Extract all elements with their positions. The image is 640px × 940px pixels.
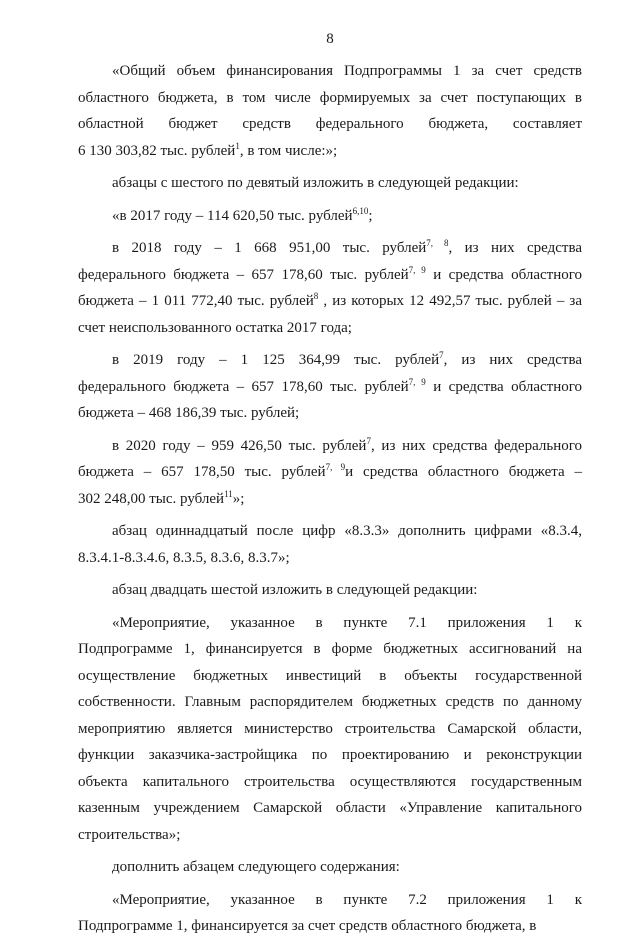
text-line [78,822,582,849]
text-line [78,58,582,85]
line-text: «Общий объем финансирования Подпрограммы 1 за счет средств [112,63,582,79]
text-line [78,262,582,289]
line-text: 6 130 303,82 тыс. рублей [78,142,236,159]
text-line [78,769,582,796]
paragraph-p4 [78,235,582,341]
footnote-ref: 11 [224,488,233,499]
text-line [78,459,582,486]
paragraph-p3 [78,203,582,230]
line-text: абзацы с шестого по девятый изложить в следующей редакции: [112,175,519,191]
footnote-ref: 7, 9 [408,376,426,387]
text-line [78,887,582,914]
text-line [78,663,582,690]
document-body [78,58,582,940]
paragraph-p11 [78,887,582,940]
text-line [78,433,582,460]
paragraph-p5 [78,347,582,427]
line-text: в 2020 году – 959 426,50 тыс. рублей [112,437,367,454]
line-text: Подпрограмме 1, финансируется в форме бюджетных ассигнований на [78,641,582,657]
line-text: в 2019 году – 1 125 364,99 тыс. рублей [112,352,440,368]
text-line [78,486,582,513]
text-line [78,636,582,663]
line-text: «Мероприятие, указанное в пункте 7.1 приложения 1 к [112,614,582,631]
footnote-ref: 7, 8 [426,238,449,248]
line-text-after: , из них средства [443,352,582,368]
text-line [78,374,582,401]
line-text: бюджета – 657 178,50 тыс. рублей [78,464,326,480]
line-text: абзац двадцать шестой изложить в следующей редакции: [112,582,478,598]
line-text: дополнить абзацем следующего содержания: [112,859,400,875]
line-text: собственности. Главным распорядителем бюджетных средств по данному [78,694,582,710]
text-line [78,577,582,604]
footnote-ref: 7, 9 [325,462,346,472]
text-line [78,742,582,769]
line-text-after: и средства областного [425,378,583,395]
paragraph-p1 [78,58,582,164]
text-line [78,203,582,230]
line-text: федерального бюджета – 657 178,60 тыс. рублей [78,266,409,283]
text-line [78,235,582,262]
footnote-ref: 7, 9 [408,264,426,275]
text-line [78,795,582,822]
line-text: бюджета – 468 186,39 тыс. рублей; [78,405,300,421]
line-text-after: »; [232,490,245,507]
paragraph-p6 [78,433,582,513]
line-text-after: ; [368,207,373,224]
text-line [78,610,582,637]
paragraph-p10 [78,854,582,881]
line-text: областного бюджета, в том числе формируемых за счет поступающих в [78,89,582,106]
footnote-ref: 8 [313,291,319,301]
line-text: областной бюджет средств федерального бюджета, составляет [78,116,582,132]
line-text: осуществление бюджетных инвестиций в объекты государственной [78,667,582,684]
text-line [78,111,582,138]
line-text: счет неиспользованного остатка 2017 года; [78,319,352,336]
line-text: строительства»; [78,826,181,843]
footnote-ref: 1 [235,140,240,151]
text-line [78,347,582,374]
text-line [78,716,582,743]
line-text: 8.3.4.1-8.3.4.6, 8.3.5, 8.3.6, 8.3.7»; [78,549,290,566]
line-text: мероприятию является министерство строительства Самарской области, [78,720,582,737]
paragraph-p2 [78,170,582,197]
line-text: 302 248,00 тыс. рублей [78,490,225,507]
footnote-ref: 7 [366,435,371,446]
text-line [78,138,582,165]
text-line [78,689,582,716]
line-text: казенным учреждением Самарской области «Управление капитального [78,800,582,816]
line-text-after: , из них средства федерального [370,437,582,454]
line-text: в 2018 году – 1 668 951,00 тыс. рублей [112,240,427,256]
text-line [78,170,582,197]
text-line [78,913,582,940]
text-line [78,854,582,881]
paragraph-p8 [78,577,582,604]
footnote-ref: 6,10 [352,205,369,216]
line-text: бюджета – 1 011 772,40 тыс. рублей [78,293,314,309]
line-text: федерального бюджета – 657 178,60 тыс. рублей [78,378,409,395]
line-text: «Мероприятие, указанное в пункте 7.2 приложения 1 к [112,891,582,908]
line-text-after: , из которых 12 492,57 тыс. рублей – за [318,293,582,309]
line-text-after: и средства областного бюджета – [345,464,582,480]
line-text: объекта капитального строительства осуществляются государственным [78,773,582,790]
page-number: 8 [326,31,334,47]
line-text-after: , в том числе:»; [239,142,338,159]
paragraph-p7 [78,518,582,571]
text-line [78,315,582,342]
line-text: функции заказчика-застройщика по проектированию и реконструкции [78,747,582,763]
text-line [78,85,582,112]
text-line [78,518,582,545]
text-line [78,288,582,315]
line-text: Подпрограмме 1, финансируется за счет средств областного бюджета, в [78,918,537,934]
line-text: абзац одиннадцатый после цифр «8.3.3» дополнить цифрами «8.3.4, [112,523,582,539]
line-text-after: и средства областного [425,266,583,283]
text-line [78,545,582,572]
line-text: «в 2017 году – 114 620,50 тыс. рублей [112,207,353,224]
footnote-ref: 7 [439,350,444,360]
paragraph-p9 [78,610,582,849]
line-text-after: , из них средства [448,240,583,256]
text-line [78,400,582,427]
